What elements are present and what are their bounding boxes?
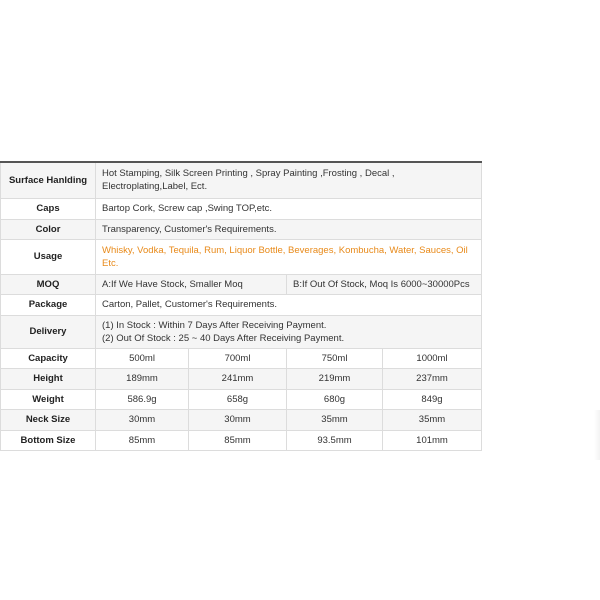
spec-cell: 35mm [287,409,383,430]
table-row-color [1,219,482,239]
spec-cell: 680g [287,389,383,409]
usage-value: Whisky, Vodka, Tequila, Rum, Liquor Bottle, Beverages, Kombucha, Water, Sauces, Oil Etc. [96,239,482,274]
row-label: Caps [1,198,96,219]
table-row-bottom-size [1,430,482,450]
spec-cell: 219mm [287,368,383,389]
row-label: Capacity [1,348,96,368]
spec-cell: 85mm [189,430,287,450]
scroll-shadow [594,410,600,460]
spec-cell: 35mm [383,409,482,430]
table-row-moq [1,274,482,294]
table-row-weight [1,389,482,409]
spec-cell: 101mm [383,430,482,450]
table-row-usage [1,239,482,274]
row-label: Usage [1,239,96,274]
row-label: Weight [1,389,96,409]
spec-cell: 241mm [189,368,287,389]
row-label: Height [1,368,96,389]
spec-cell: 586.9g [96,389,189,409]
spec-cell: 30mm [96,409,189,430]
moq-option-a: A:If We Have Stock, Smaller Moq [96,274,287,294]
spec-cell: 849g [383,389,482,409]
spec-cell: 189mm [96,368,189,389]
spec-cell: 658g [189,389,287,409]
spec-cell: 30mm [189,409,287,430]
row-label: Neck Size [1,409,96,430]
table-row-surface-handling [1,162,482,198]
moq-option-b: B:If Out Of Stock, Moq Is 6000~30000Pcs [287,274,482,294]
row-value: Hot Stamping, Silk Screen Printing , Spray Painting ,Frosting , Decal , Electroplating,Label, Ect. [96,162,482,198]
spec-cell: 750ml [287,348,383,368]
row-label: Color [1,219,96,239]
table-row-delivery [1,315,482,348]
row-label: MOQ [1,274,96,294]
row-label: Package [1,294,96,315]
table-row-package [1,294,482,315]
table-row-capacity [1,348,482,368]
row-value: Carton, Pallet, Customer's Requirements. [96,294,482,315]
delivery-line-1: (1) In Stock : Within 7 Days After Receiving Payment. [102,319,327,331]
spec-cell: 93.5mm [287,430,383,450]
delivery-line-2: (2) Out Of Stock : 25 ~ 40 Days After Receiving Payment. [102,332,345,344]
row-label: Delivery [1,315,96,348]
row-value: Transparency, Customer's Requirements. [96,219,482,239]
table-row-caps [1,198,482,219]
product-spec-table [0,161,482,451]
row-value: Bartop Cork, Screw cap ,Swing TOP,etc. [96,198,482,219]
row-label: Surface Hanlding [1,162,96,198]
table-row-neck-size [1,409,482,430]
spec-cell: 1000ml [383,348,482,368]
delivery-value [96,315,482,348]
spec-cell: 237mm [383,368,482,389]
row-label: Bottom Size [1,430,96,450]
spec-cell: 85mm [96,430,189,450]
spec-cell: 700ml [189,348,287,368]
table-row-height [1,368,482,389]
spec-cell: 500ml [96,348,189,368]
